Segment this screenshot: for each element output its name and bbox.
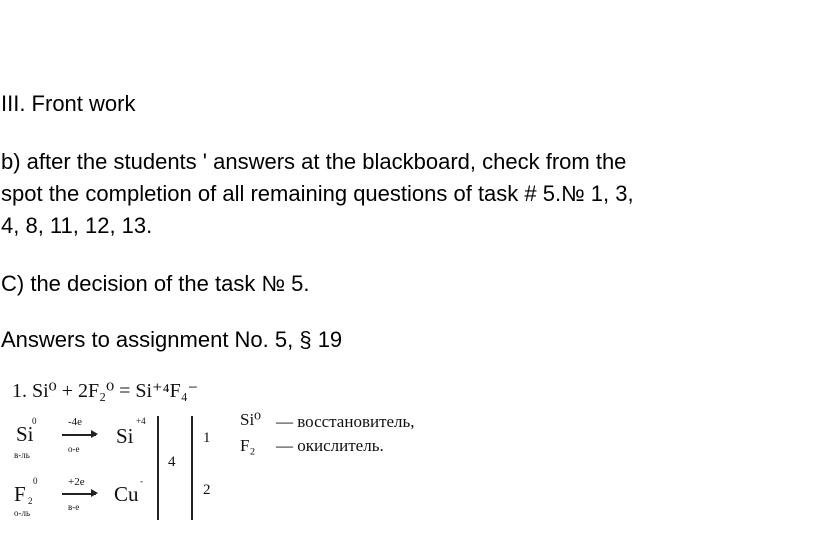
section-title: III. Front work bbox=[1, 91, 136, 116]
row1-species-charge: 0 bbox=[32, 416, 37, 426]
row2-product: Cu bbox=[114, 482, 139, 506]
least-common-multiple: 4 bbox=[168, 454, 176, 470]
row1-coefficient: 1 bbox=[203, 430, 211, 446]
row1-arrow-icon bbox=[62, 434, 96, 436]
balance-left-line bbox=[157, 416, 159, 520]
oxidizer-note: — окислитель. bbox=[276, 436, 384, 455]
balance-right-line bbox=[191, 416, 193, 520]
row2-species-sub: 2 bbox=[28, 496, 33, 506]
row1-product-charge: +4 bbox=[136, 416, 146, 426]
scanned-solution-image bbox=[0, 372, 470, 532]
reducer-note: — восстановитель, bbox=[276, 412, 415, 431]
row2-arrow-bottom-label: в-е bbox=[68, 502, 80, 512]
reaction-equation: 1. Si⁰ + 2F₂⁰ = Si⁺⁴F₄⁻ bbox=[12, 380, 199, 402]
row2-arrow-icon bbox=[62, 493, 96, 495]
paragraph-c: C) the decision of the task № 5. bbox=[1, 271, 310, 296]
row2-species-charge: 0 bbox=[33, 476, 38, 486]
reducer-symbol: Si⁰ bbox=[240, 410, 261, 429]
row2-role-abbrev: о-ль bbox=[14, 508, 31, 518]
row1-product: Si bbox=[116, 424, 134, 448]
row1-species: Si bbox=[16, 422, 34, 446]
row1-arrow-top-label: -4e bbox=[68, 416, 83, 428]
row2-product-charge: - bbox=[140, 476, 143, 486]
row2-arrow-top-label: +2e bbox=[68, 476, 85, 488]
row2-coefficient: 2 bbox=[203, 482, 211, 498]
row1-arrow-bottom-label: о-е bbox=[68, 444, 80, 454]
answers-heading: Answers to assignment No. 5, § 19 bbox=[1, 327, 343, 352]
row1-role-abbrev: в-ль bbox=[14, 450, 30, 460]
oxidizer-symbol: F₂ bbox=[240, 436, 256, 455]
paragraph-b-line-3: 4, 8, 11, 12, 13. bbox=[1, 213, 153, 238]
paragraph-b-line-2: spot the completion of all remaining questions of task # 5.№ 1, 3, bbox=[1, 181, 634, 206]
row2-species: F bbox=[14, 482, 26, 506]
paragraph-b-line-1: b) after the students ' answers at the blackboard, check from the bbox=[1, 149, 627, 174]
